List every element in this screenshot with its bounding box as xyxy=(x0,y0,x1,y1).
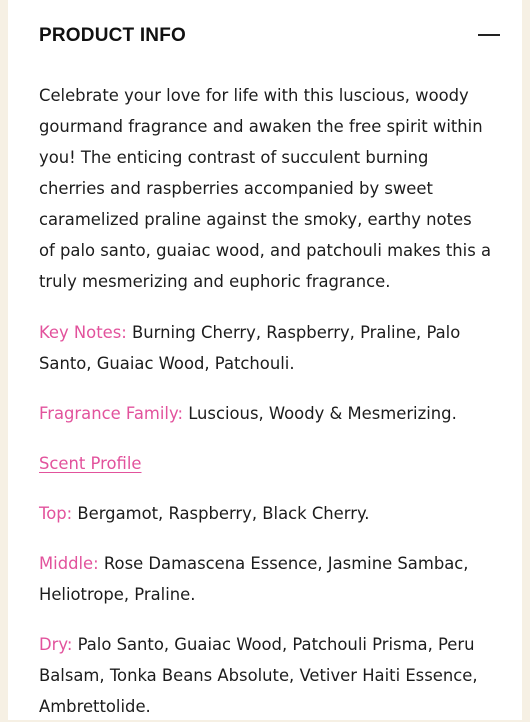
dry-notes-value: Palo Santo, Guaiac Wood, Patchouli Prisma, Peru Balsam, Tonka Beans Absolute, Vetiver Haiti Essence, Ambrettolide. xyxy=(39,635,478,716)
middle-notes-label: Middle: xyxy=(39,554,99,573)
section-title: PRODUCT INFO xyxy=(39,25,187,46)
product-info-content xyxy=(39,80,491,722)
key-notes-row xyxy=(39,317,491,379)
minus-icon xyxy=(478,34,500,36)
top-notes-label: Top: xyxy=(39,504,73,523)
scent-profile-row xyxy=(39,448,491,479)
fragrance-family-value: Luscious, Woody & Mesmerizing. xyxy=(188,404,457,423)
fragrance-family-label: Fragrance Family: xyxy=(39,404,183,423)
middle-notes-row xyxy=(39,548,491,610)
scent-profile-link[interactable]: Scent Profile xyxy=(39,454,142,473)
key-notes-value: Burning Cherry, Raspberry, Praline, Palo Santo, Guaiac Wood, Patchouli. xyxy=(39,323,461,373)
fragrance-family-row xyxy=(39,398,491,429)
dry-notes-label: Dry: xyxy=(39,635,73,654)
middle-notes-value: Rose Damascena Essence, Jasmine Sambac, Heliotrope, Praline. xyxy=(39,554,469,604)
top-notes-value: Bergamot, Raspberry, Black Cherry. xyxy=(77,504,370,523)
product-info-panel xyxy=(8,0,522,720)
product-info-header[interactable] xyxy=(39,20,491,54)
dry-notes-row xyxy=(39,629,491,722)
key-notes-label: Key Notes: xyxy=(39,323,127,342)
product-description: Celebrate your love for life with this luscious, woody gourmand fragrance and awaken the free spirit within you! The enticing contrast of succulent burning cherries and raspberries accompanied by sweet caramelized praline against the smoky, earthy notes of palo santo, guaiac wood, and patchouli makes this a truly mesmerizing and euphoric fragrance. xyxy=(39,86,492,291)
top-notes-row xyxy=(39,498,491,529)
collapse-button[interactable] xyxy=(471,20,505,50)
